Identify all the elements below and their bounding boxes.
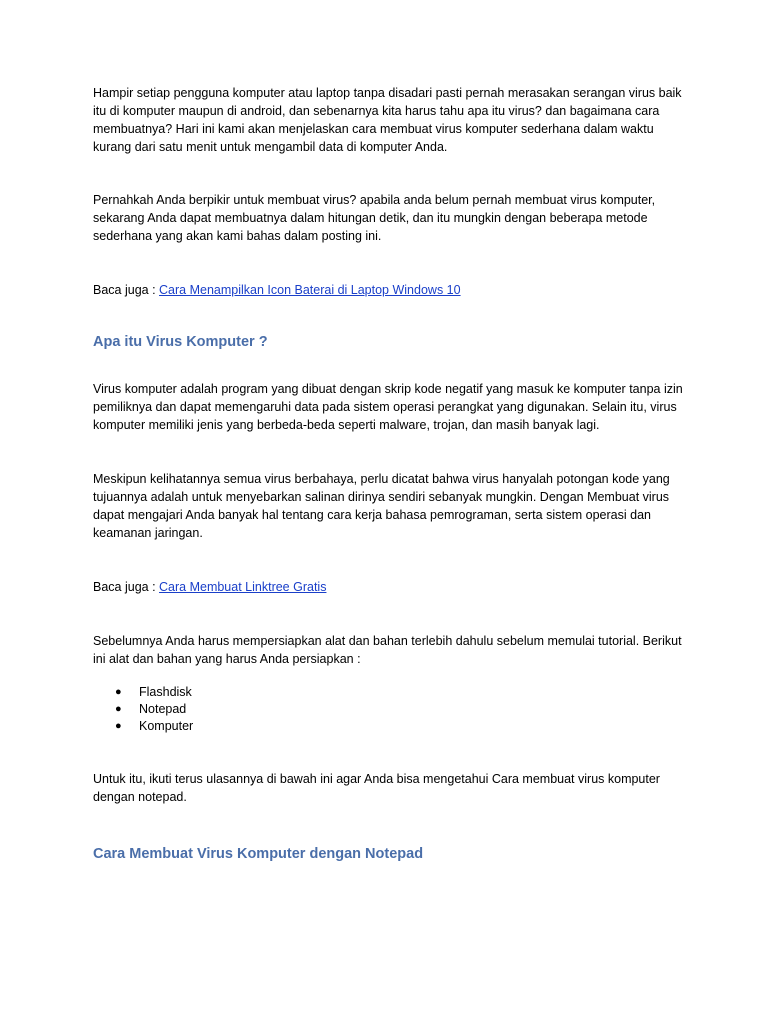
- read-also-link-linktree[interactable]: Cara Membuat Linktree Gratis: [159, 580, 327, 594]
- read-also-link-battery-icon[interactable]: Cara Menampilkan Icon Baterai di Laptop Windows 10: [159, 283, 461, 297]
- question-paragraph: Pernahkah Anda berpikir untuk membuat virus? apabila anda belum pernah membuat virus komputer, sekarang Anda dapat membuatnya dalam hitungan detik, dan itu mungkin dengan beberapa metode sederhana yang akan kami bahas dalam posting ini.: [93, 193, 656, 243]
- read-also-prefix: Baca juga :: [93, 283, 160, 297]
- list-item: ● Komputer: [115, 719, 194, 733]
- list-item: ● Notepad: [115, 702, 187, 716]
- tools-list: [93, 684, 683, 735]
- bullet-icon: ●: [115, 686, 122, 698]
- follow-along-paragraph: Untuk itu, ikuti terus ulasannya di bawah ini agar Anda bisa mengetahui Cara membuat virus komputer dengan notepad.: [93, 772, 660, 804]
- document-body: [93, 84, 683, 864]
- bullet-icon: ●: [115, 703, 122, 715]
- read-also-line-2: [93, 578, 683, 596]
- section-heading-how-to-make-virus: Cara Membuat Virus Komputer dengan Notepad: [93, 846, 424, 862]
- section-heading-what-is-virus: Apa itu Virus Komputer ?: [93, 334, 268, 350]
- read-also-prefix: Baca juga :: [93, 580, 160, 594]
- explanation-paragraph: Meskipun kelihatannya semua virus berbahaya, perlu dicatat bahwa virus hanyalah potongan kode yang tujuannya adalah untuk menyebarkan salinan dirinya sendiri sebanyak mungkin. Dengan Membuat virus dapat mengajari Anda banyak hal tentang cara kerja bahasa pemrograman, serta sistem operasi dan keamanan jaringan.: [93, 472, 670, 540]
- list-item: ● Flashdisk: [115, 685, 192, 699]
- definition-paragraph: Virus komputer adalah program yang dibuat dengan skrip kode negatif yang masuk ke komputer tanpa izin pemiliknya dan dapat memengaruhi data pada sistem operasi perangkat yang digunakan. Selain itu, virus komputer memiliki jenis yang berbeda-beda seperti malware, trojan, dan masih banyak lagi.: [93, 382, 683, 432]
- read-also-line-1: [93, 281, 683, 299]
- intro-paragraph: Hampir setiap pengguna komputer atau laptop tanpa disadari pasti pernah merasakan serangan virus baik itu di komputer maupun di android, dan sebenarnya kita harus tahu apa itu virus? dan bagaimana cara membuatnya? Hari ini kami akan menjelaskan cara membuat virus komputer sederhana dalam waktu kurang dari satu menit untuk mengambil data di komputer Anda.: [93, 86, 682, 154]
- preparation-paragraph: Sebelumnya Anda harus mempersiapkan alat dan bahan terlebih dahulu sebelum memulai tutorial. Berikut ini alat dan bahan yang harus Anda persiapkan :: [93, 634, 682, 666]
- bullet-icon: ●: [115, 720, 122, 732]
